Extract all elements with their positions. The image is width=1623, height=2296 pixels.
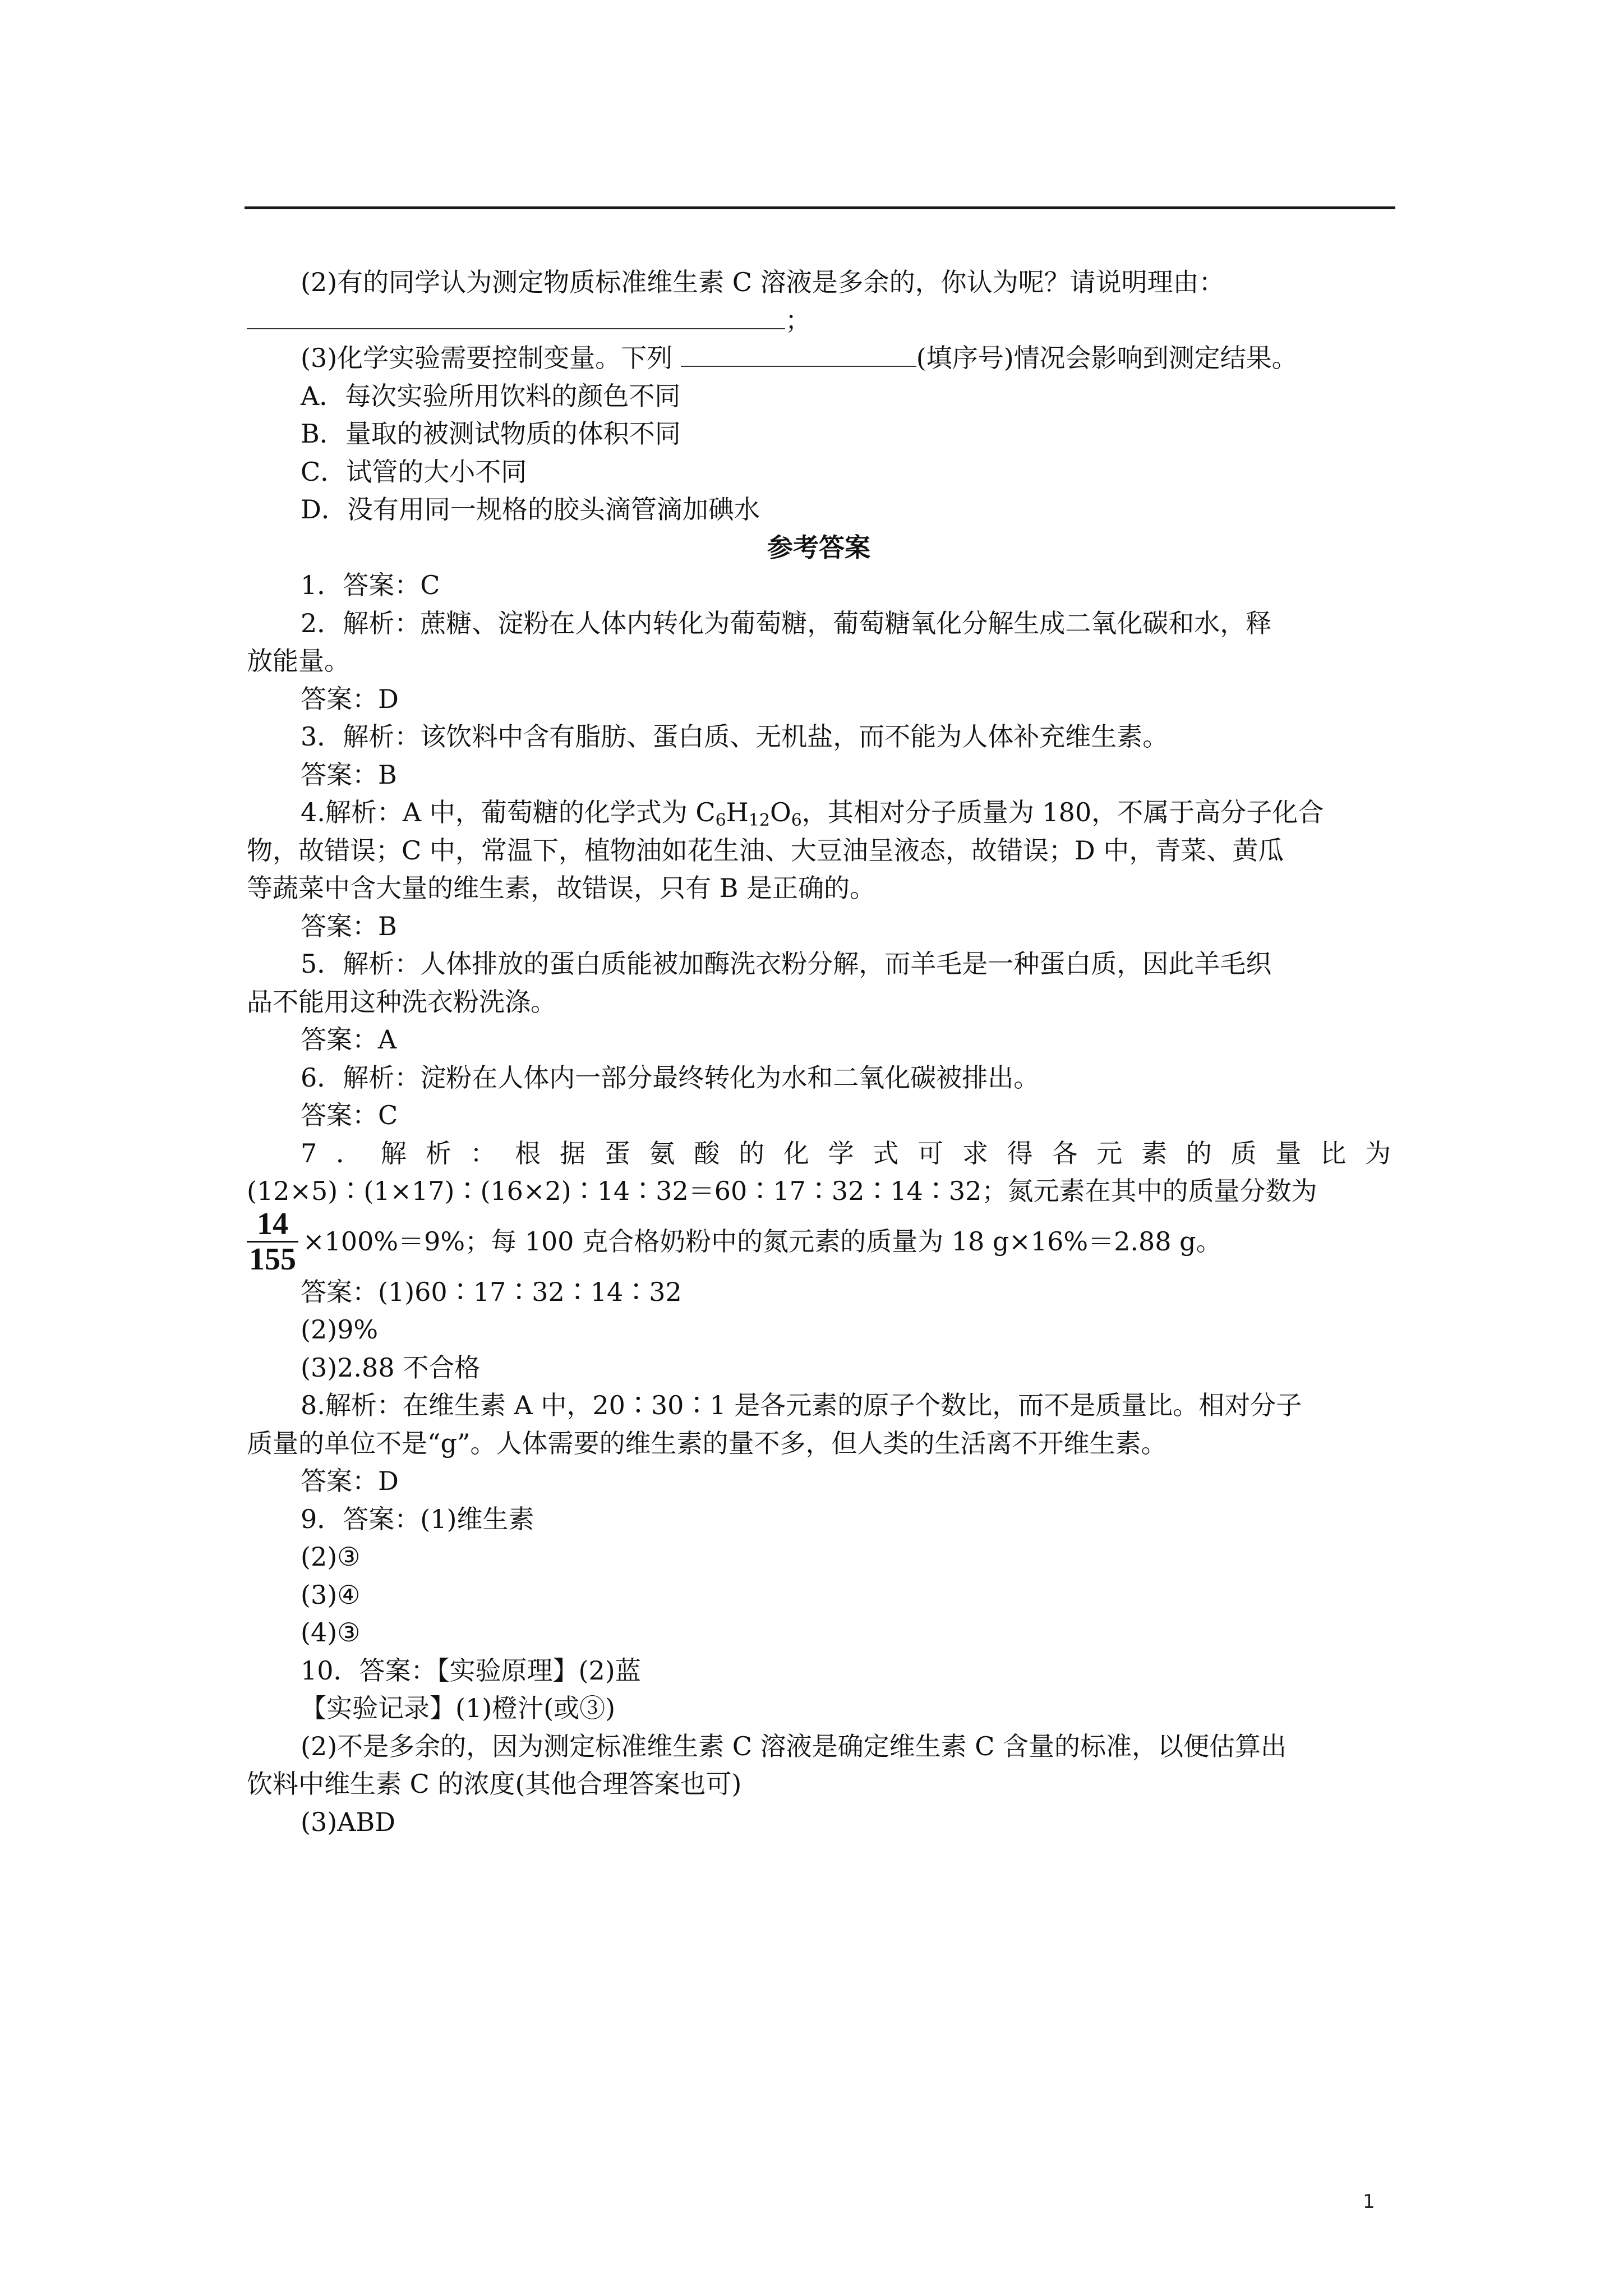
answer-2-line-1: 2．解析：蔗糖、淀粉在人体内转化为葡萄糖，葡萄糖氧化分解生成二氧化碳和水，释	[301, 608, 1272, 638]
answer-8-answer: 答案：D	[301, 1466, 399, 1496]
answer-5-line-2: 品不能用这种洗衣粉洗涤。	[247, 986, 556, 1017]
answer-7-answer-3: (3)2.88 不合格	[301, 1352, 481, 1383]
question-2-line-2	[247, 302, 1391, 340]
answer-4-line-2: 物，故错误；C 中，常温下，植物油如花生油、大豆油呈液态，故错误；D 中，青菜、黄瓜	[247, 835, 1284, 866]
fraction-numerator: 14	[257, 1207, 288, 1241]
answer-10-line-3: (2)不是多余的，因为测定标准维生素 C 溶液是确定维生素 C 含量的标准，以便估算出	[301, 1731, 1287, 1761]
question-3-prefix: (3)化学实验需要控制变量。下列	[301, 343, 681, 373]
answer-1: 1．答案：C	[301, 570, 440, 600]
answer-9-line-3: (3)④	[301, 1579, 361, 1610]
formula-element: O	[769, 797, 791, 827]
answer-7-answer-2: (2)9%	[301, 1314, 379, 1345]
answer-4-line-1	[247, 794, 1391, 832]
answer-10-line-4: 饮料中维生素 C 的浓度(其他合理答案也可)	[247, 1769, 742, 1799]
answer-10-line-1: 10．答案：【实验原理】(2)蓝	[301, 1655, 641, 1686]
answer-7-line-1: 7．解析：根据蛋氨酸的化学式可求得各元素的质量比为	[301, 1138, 1391, 1168]
question-3-suffix: (填序号)情况会影响到测定结果。	[916, 343, 1298, 373]
answer-7-answer-1: 答案：(1)60∶17∶32∶14∶32	[301, 1276, 682, 1307]
formula-subscript: 6	[715, 811, 726, 830]
answer-9-line-4: (4)③	[301, 1617, 361, 1648]
answer-6-line-1: 6．解析：淀粉在人体内一部分最终转化为水和二氧化碳被排出。	[301, 1062, 1040, 1093]
formula-subscript: 12	[748, 811, 770, 830]
answer-4-line-3: 等蔬菜中含大量的维生素，故错误，只有 B 是正确的。	[247, 873, 876, 903]
answer-7-line-2: (12×5)∶(1×17)∶(16×2)∶14∶32＝60∶17∶32∶14∶32；氮元素在其中的质量分数为	[247, 1176, 1317, 1206]
option-b: B．量取的被测试物质的体积不同	[301, 418, 681, 449]
answer-10-line-2: 【实验记录】(1)橙汁(或③)	[301, 1693, 616, 1723]
answer-blank	[247, 306, 785, 329]
question-2-line-end: ；	[785, 305, 811, 335]
answer-blank	[681, 343, 916, 367]
option-c: C．试管的大小不同	[301, 456, 527, 487]
answer-5-answer: 答案：A	[301, 1024, 397, 1055]
answer-5-line-1: 5．解析：人体排放的蛋白质能被加酶洗衣粉分解，而羊毛是一种蛋白质，因此羊毛织	[301, 949, 1272, 979]
answer-4-pre: 4.解析：A 中，葡萄糖的化学式为 C	[301, 797, 716, 827]
answer-7-line-3-text: ×100%＝9%；每 100 克合格奶粉中的氮元素的质量为 18 g×16%＝2.88 g。	[303, 1226, 1222, 1257]
formula-element: H	[726, 797, 749, 827]
answer-9-line-2: (2)③	[301, 1542, 361, 1572]
answer-6-answer: 答案：C	[301, 1100, 398, 1130]
page-content	[247, 264, 1391, 1841]
page-number: 1	[1363, 2191, 1375, 2213]
option-d: D．没有用同一规格的胶头滴管滴加碘水	[301, 494, 760, 524]
question-3-stem	[247, 339, 1391, 378]
question-2-line-1: (2)有的同学认为测定物质标准维生素 C 溶液是多余的，你认为呢？请说明理由：	[301, 267, 1225, 297]
answer-3-line-1: 3．解析：该饮料中含有脂肪、蛋白质、无机盐，而不能为人体补充维生素。	[301, 721, 1169, 752]
answer-10-line-5: (3)ABD	[301, 1806, 396, 1837]
answer-7-line-3	[247, 1207, 1391, 1277]
answer-3-answer: 答案：B	[301, 759, 397, 790]
answer-2-line-2: 放能量。	[247, 646, 350, 676]
header-rule	[245, 206, 1395, 209]
answer-9-line-1: 9．答案：(1)维生素	[301, 1503, 534, 1534]
answer-4-post: ，其相对分子质量为 180，不属于高分子化合	[801, 797, 1324, 827]
answer-4-answer: 答案：B	[301, 910, 397, 941]
fraction	[247, 1208, 298, 1275]
fraction-denominator: 155	[247, 1241, 298, 1275]
option-a: A．每次实验所用饮料的颜色不同	[301, 380, 681, 411]
formula-subscript: 6	[791, 811, 802, 830]
answer-8-line-1: 8.解析：在维生素 A 中，20∶30∶1 是各元素的原子个数比，而不是质量比。相对分子	[301, 1390, 1302, 1420]
answers-title: 参考答案	[767, 532, 870, 563]
answer-8-line-2: 质量的单位不是“g”。人体需要的维生素的量不多，但人类的生活离不开维生素。	[247, 1428, 1167, 1458]
answer-2-answer: 答案：D	[301, 683, 399, 714]
